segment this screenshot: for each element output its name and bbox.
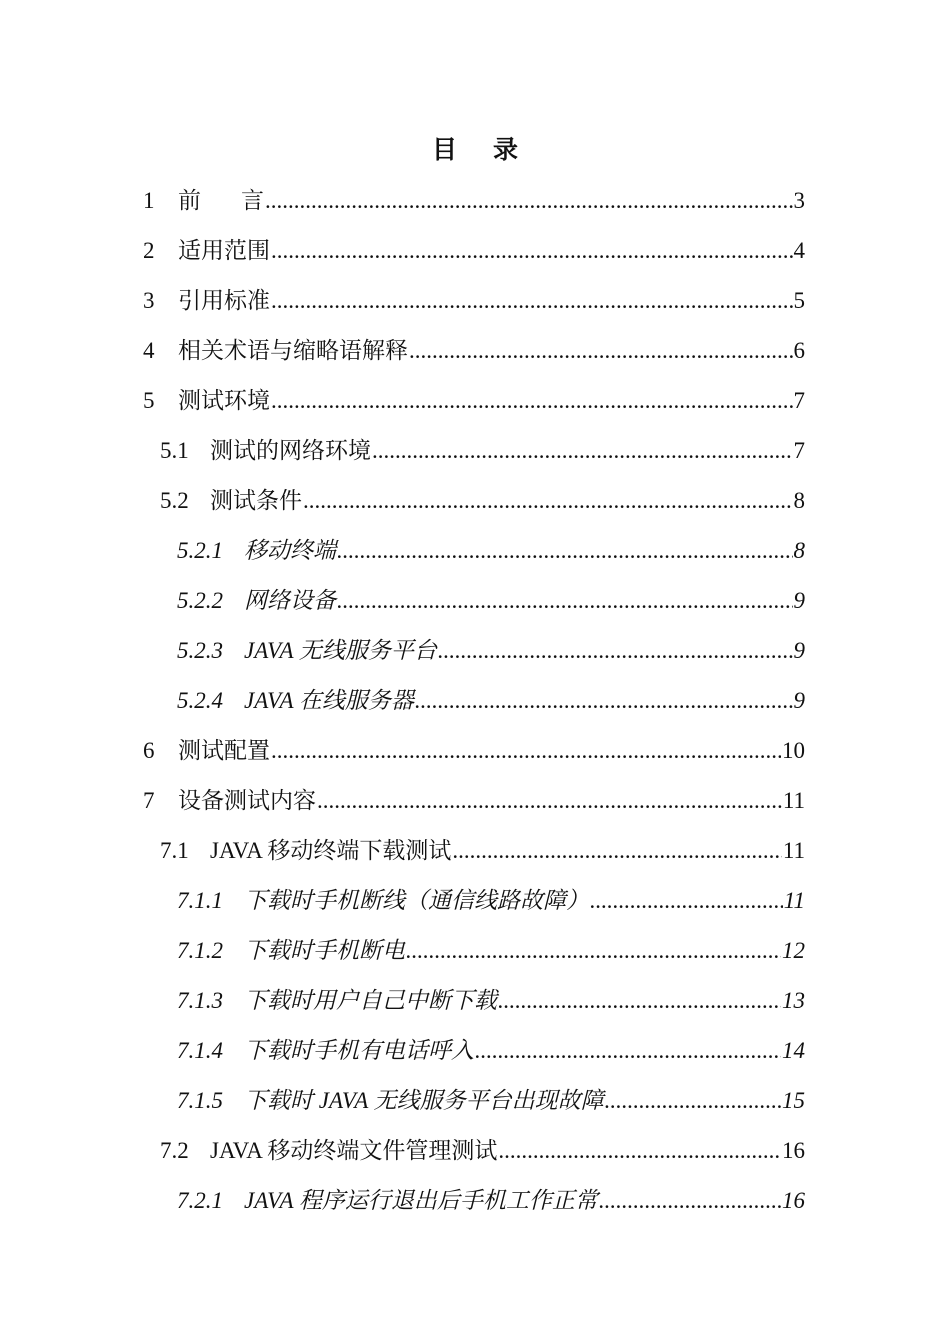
toc-entry-label: JAVA 移动终端文件管理测试 xyxy=(210,1138,498,1163)
dot-leader xyxy=(498,986,781,1016)
toc-entry-number: 3 xyxy=(143,288,155,313)
toc-entry-label: 引用标准 xyxy=(178,288,270,313)
toc-entry-7-1-5[interactable] xyxy=(177,1080,805,1116)
toc-entry-number: 7.1.5 xyxy=(177,1088,223,1113)
toc-entry-number: 5.2.4 xyxy=(177,688,223,713)
toc-entry-label: 测试配置 xyxy=(178,738,270,763)
toc-title-part2: 录 xyxy=(493,137,519,164)
dot-leader xyxy=(406,936,781,966)
dot-leader xyxy=(337,586,793,616)
toc-entry-number: 7.2.1 xyxy=(177,1188,223,1213)
toc-entry-label: 相关术语与缩略语解释 xyxy=(178,338,408,363)
toc-entry-page: 9 xyxy=(793,588,805,613)
toc-title xyxy=(0,134,950,168)
toc-entry-number: 5.2 xyxy=(160,488,189,513)
dot-leader xyxy=(271,736,781,766)
toc-entry-number: 5.2.3 xyxy=(177,638,223,663)
toc-entry-label: 测试环境 xyxy=(178,388,270,413)
toc-entry-7[interactable] xyxy=(143,780,805,816)
toc-entry-5-2-3[interactable] xyxy=(177,630,805,666)
toc-entry-2[interactable] xyxy=(143,230,805,266)
toc-entry-page: 11 xyxy=(782,788,805,813)
dot-leader xyxy=(599,1186,781,1216)
toc-entry-number: 5.1 xyxy=(160,438,189,463)
toc-entry-label: 设备测试内容 xyxy=(178,788,316,813)
toc-entry-label: 测试条件 xyxy=(210,488,302,513)
toc-entry-page: 4 xyxy=(793,238,805,263)
toc-entry-5-2[interactable] xyxy=(160,480,805,516)
toc-entry-7-1-1[interactable] xyxy=(177,880,805,916)
toc-entry-page: 9 xyxy=(793,688,805,713)
toc-entry-label: 网络设备 xyxy=(244,588,336,613)
toc-entry-page: 15 xyxy=(782,1088,805,1113)
toc-entry-5-2-2[interactable] xyxy=(177,580,805,616)
toc-entry-number: 5 xyxy=(143,388,155,413)
toc-entry-label-part: 前 xyxy=(178,188,201,213)
toc-entry-page: 7 xyxy=(793,388,805,413)
toc-entry-4[interactable] xyxy=(143,330,805,366)
dot-leader xyxy=(317,786,782,816)
toc-entry-5[interactable] xyxy=(143,380,805,416)
toc-entry-label: 下载时手机有电话呼入 xyxy=(244,1038,474,1063)
dot-leader xyxy=(415,686,793,716)
toc-entry-5-1[interactable] xyxy=(160,430,805,466)
toc-entry-number: 5.2.1 xyxy=(177,538,223,563)
dot-leader xyxy=(409,336,793,366)
dot-leader xyxy=(438,636,793,666)
toc-entry-page: 16 xyxy=(782,1138,805,1163)
toc-entry-5-2-4[interactable] xyxy=(177,680,805,716)
dot-leader xyxy=(265,186,793,216)
toc-entry-3[interactable] xyxy=(143,280,805,316)
toc-entry-7-1-4[interactable] xyxy=(177,1030,805,1066)
toc-entry-page: 8 xyxy=(793,488,805,513)
toc-entry-label: 测试的网络环境 xyxy=(210,438,371,463)
dot-leader xyxy=(475,1036,781,1066)
toc-entry-label: 移动终端 xyxy=(244,538,336,563)
toc-entry-7-1-3[interactable] xyxy=(177,980,805,1016)
toc-entry-number: 7.1.4 xyxy=(177,1038,223,1063)
toc-entry-6[interactable] xyxy=(143,730,805,766)
toc-entry-5-2-1[interactable] xyxy=(177,530,805,566)
dot-leader xyxy=(590,886,783,916)
toc-entry-number: 2 xyxy=(143,238,155,263)
toc-entry-7-1[interactable] xyxy=(160,830,805,866)
toc-entry-label: 下载时手机断电 xyxy=(244,938,405,963)
toc-entry-page: 8 xyxy=(793,538,805,563)
dot-leader xyxy=(498,1136,781,1166)
toc-entry-page: 11 xyxy=(783,888,805,913)
toc-entry-7-2[interactable] xyxy=(160,1130,805,1166)
toc-entry-number: 1 xyxy=(143,188,155,213)
dot-leader xyxy=(271,286,793,316)
toc-entry-page: 7 xyxy=(793,438,805,463)
toc-entry-label: 下载时 JAVA 无线服务平台出现故障 xyxy=(244,1088,604,1113)
toc-entry-number: 7.2 xyxy=(160,1138,189,1163)
toc-entry-number: 7 xyxy=(143,788,155,813)
toc-entry-number: 4 xyxy=(143,338,155,363)
toc-entry-page: 6 xyxy=(793,338,805,363)
toc-entry-page: 12 xyxy=(782,938,805,963)
toc-entry-page: 10 xyxy=(782,738,805,763)
toc-entry-label: JAVA 程序运行退出后手机工作正常 xyxy=(244,1188,598,1213)
toc-entry-number: 7.1.2 xyxy=(177,938,223,963)
toc-entry-1[interactable] xyxy=(143,180,805,216)
dot-leader xyxy=(271,236,793,266)
toc-entry-label: JAVA 移动终端下载测试 xyxy=(210,838,452,863)
toc-entry-page: 3 xyxy=(793,188,805,213)
dot-leader xyxy=(337,536,793,566)
toc-entry-label: 下载时用户自己中断下载 xyxy=(244,988,497,1013)
toc-entry-number: 7.1.1 xyxy=(177,888,223,913)
toc-entry-label: 下载时手机断线（通信线路故障） xyxy=(244,888,589,913)
toc-entry-label: JAVA 在线服务器 xyxy=(244,688,414,713)
toc-entry-7-2-1[interactable] xyxy=(177,1180,805,1216)
toc-entry-number: 7.1 xyxy=(160,838,189,863)
toc-entry-number: 6 xyxy=(143,738,155,763)
toc-entry-page: 13 xyxy=(782,988,805,1013)
dot-leader xyxy=(372,436,793,466)
toc-entry-page: 11 xyxy=(782,838,805,863)
toc-entry-page: 16 xyxy=(782,1188,805,1213)
toc-title-part1: 目 xyxy=(431,137,457,164)
toc-entry-label xyxy=(178,186,264,216)
toc-entry-label-part: 言 xyxy=(241,188,264,213)
toc-entry-7-1-2[interactable] xyxy=(177,930,805,966)
toc-entry-number: 7.1.3 xyxy=(177,988,223,1013)
toc-entry-page: 14 xyxy=(782,1038,805,1063)
dot-leader xyxy=(452,836,782,866)
toc-entry-label: 适用范围 xyxy=(178,238,270,263)
toc-entry-number: 5.2.2 xyxy=(177,588,223,613)
toc-entry-label: JAVA 无线服务平台 xyxy=(244,638,437,663)
dot-leader xyxy=(605,1086,781,1116)
toc-entry-page: 5 xyxy=(793,288,805,313)
dot-leader xyxy=(303,486,793,516)
toc-entry-page: 9 xyxy=(793,638,805,663)
dot-leader xyxy=(271,386,793,416)
